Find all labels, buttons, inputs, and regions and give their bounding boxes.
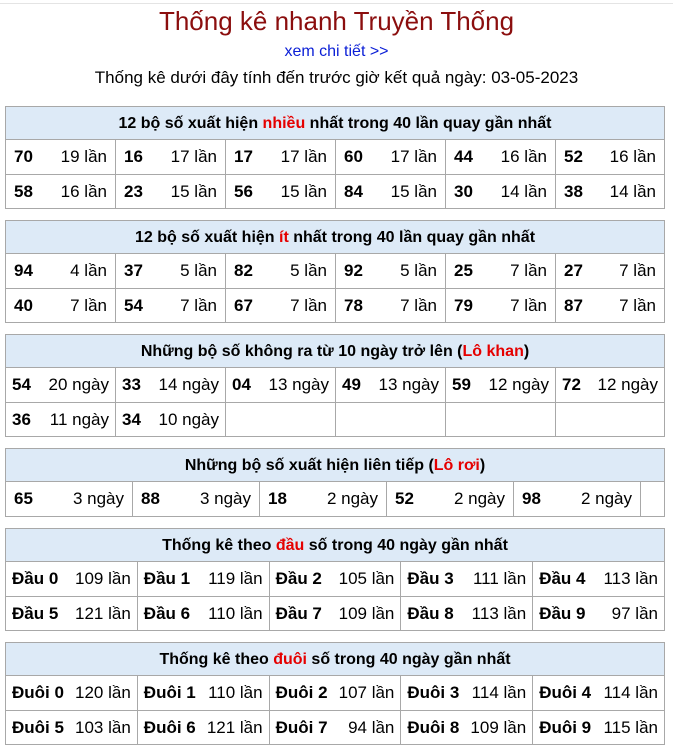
stat-cell: Đuôi 0 120 lần <box>6 676 138 710</box>
stat-cell: Đầu 7 109 lần <box>270 597 402 630</box>
stat-cell: Đuôi 6 121 lần <box>138 711 270 744</box>
table-row <box>6 596 664 630</box>
number-cell: 52 16 lần <box>564 147 656 166</box>
table-row <box>6 140 664 174</box>
stat-cell: Đuôi 9 115 lần <box>539 717 658 737</box>
number-cell: 49 13 ngày <box>336 368 446 402</box>
most-frequent-section <box>5 106 665 209</box>
dau-stats-section <box>5 528 665 631</box>
stat-cell: Đuôi 4 114 lần <box>539 683 658 702</box>
section-heading: 12 bộ số xuất hiện ít nhất trong 40 lần quay gần nhất <box>6 221 664 254</box>
number-cell: 87 7 lần <box>564 295 656 315</box>
least-frequent-section <box>5 220 665 323</box>
number-cell: 40 7 lần <box>6 289 116 322</box>
number-cell: 72 12 ngày <box>562 375 658 394</box>
number-cell: 44 16 lần <box>446 140 556 174</box>
number-cell: 94 4 lần <box>6 254 116 288</box>
number-cell: 82 5 lần <box>226 254 336 288</box>
stat-cell: Đầu 6 110 lần <box>138 597 270 630</box>
number-cell: 65 3 ngày <box>6 482 133 516</box>
section-heading: Thống kê theo đầu số trong 40 ngày gần nhất <box>6 529 664 562</box>
table-row <box>6 288 664 322</box>
number-cell: 54 7 lần <box>116 289 226 322</box>
number-cell: 38 14 lần <box>564 181 656 201</box>
number-cell: 92 5 lần <box>336 254 446 288</box>
number-cell: 54 20 ngày <box>6 368 116 402</box>
number-cell: 88 3 ngày <box>133 482 260 516</box>
stat-cell: Đầu 3 111 lần <box>401 562 533 596</box>
number-cell: 37 5 lần <box>116 254 226 288</box>
number-cell: 17 17 lần <box>226 140 336 174</box>
stat-cell: Đầu 1 119 lần <box>138 562 270 596</box>
stat-cell: Đầu 0 109 lần <box>6 562 138 596</box>
stat-cell: Đuôi 7 94 lần <box>270 711 402 744</box>
empty-cell <box>556 403 664 436</box>
number-cell: 23 15 lần <box>116 175 226 208</box>
view-details-link[interactable]: xem chi tiết >> <box>284 43 389 60</box>
table-row <box>6 174 664 208</box>
stat-cell: Đuôi 3 114 lần <box>401 676 533 710</box>
top-divider <box>0 3 673 4</box>
stat-cell: Đầu 4 113 lần <box>539 569 658 588</box>
number-cell: 58 16 lần <box>6 175 116 208</box>
lo-roi-section <box>5 448 665 517</box>
section-heading: Thống kê theo đuôi số trong 40 ngày gần nhất <box>6 643 664 676</box>
number-cell: 30 14 lần <box>446 175 556 208</box>
number-cell: 59 12 ngày <box>446 368 556 402</box>
table-row <box>6 710 664 744</box>
number-cell: 34 10 ngày <box>116 403 226 436</box>
number-cell: 27 7 lần <box>564 261 656 280</box>
number-cell: 70 19 lần <box>6 140 116 174</box>
number-cell: 84 15 lần <box>336 175 446 208</box>
number-cell: 52 2 ngày <box>387 482 514 516</box>
duoi-stats-section <box>5 642 665 745</box>
empty-cell <box>226 403 336 436</box>
table-row <box>6 254 664 288</box>
number-cell: 78 7 lần <box>336 289 446 322</box>
table-row <box>6 402 664 436</box>
number-cell: 36 11 ngày <box>6 403 116 436</box>
section-heading: Những bộ số không ra từ 10 ngày trở lên (Lô khan) <box>6 335 664 368</box>
table-row <box>6 482 664 516</box>
number-cell: 25 7 lần <box>446 254 556 288</box>
number-cell: 04 13 ngày <box>226 368 336 402</box>
number-cell: 60 17 lần <box>336 140 446 174</box>
stat-cell: Đầu 2 105 lần <box>270 562 402 596</box>
stat-cell: Đuôi 1 110 lần <box>138 676 270 710</box>
table-row <box>6 676 664 710</box>
stat-cell: Đầu 5 121 lần <box>6 597 138 630</box>
stat-cell: Đầu 8 113 lần <box>401 597 533 630</box>
page-subtitle: Thống kê dưới đây tính đến trước giờ kết quả ngày: 03-05-2023 <box>94 68 579 87</box>
section-heading: 12 bộ số xuất hiện nhiều nhất trong 40 lần quay gần nhất <box>6 107 664 140</box>
table-row <box>6 562 664 596</box>
number-cell: 79 7 lần <box>446 289 556 322</box>
number-cell: 98 2 ngày <box>514 482 641 516</box>
stat-cell: Đuôi 2 107 lần <box>270 676 402 710</box>
lo-khan-section <box>5 334 665 437</box>
stat-cell: Đầu 9 97 lần <box>539 603 658 623</box>
empty-cell <box>641 482 664 516</box>
empty-cell <box>446 403 556 436</box>
stat-cell: Đuôi 5 103 lần <box>6 711 138 744</box>
stat-cell: Đuôi 8 109 lần <box>401 711 533 744</box>
empty-cell <box>336 403 446 436</box>
number-cell: 16 17 lần <box>116 140 226 174</box>
page-title: Thống kê nhanh Truyền Thống <box>158 6 515 36</box>
number-cell: 56 15 lần <box>226 175 336 208</box>
number-cell: 67 7 lần <box>226 289 336 322</box>
number-cell: 18 2 ngày <box>260 482 387 516</box>
section-heading: Những bộ số xuất hiện liên tiếp (Lô rơi) <box>6 449 664 482</box>
table-row <box>6 368 664 402</box>
number-cell: 33 14 ngày <box>116 368 226 402</box>
